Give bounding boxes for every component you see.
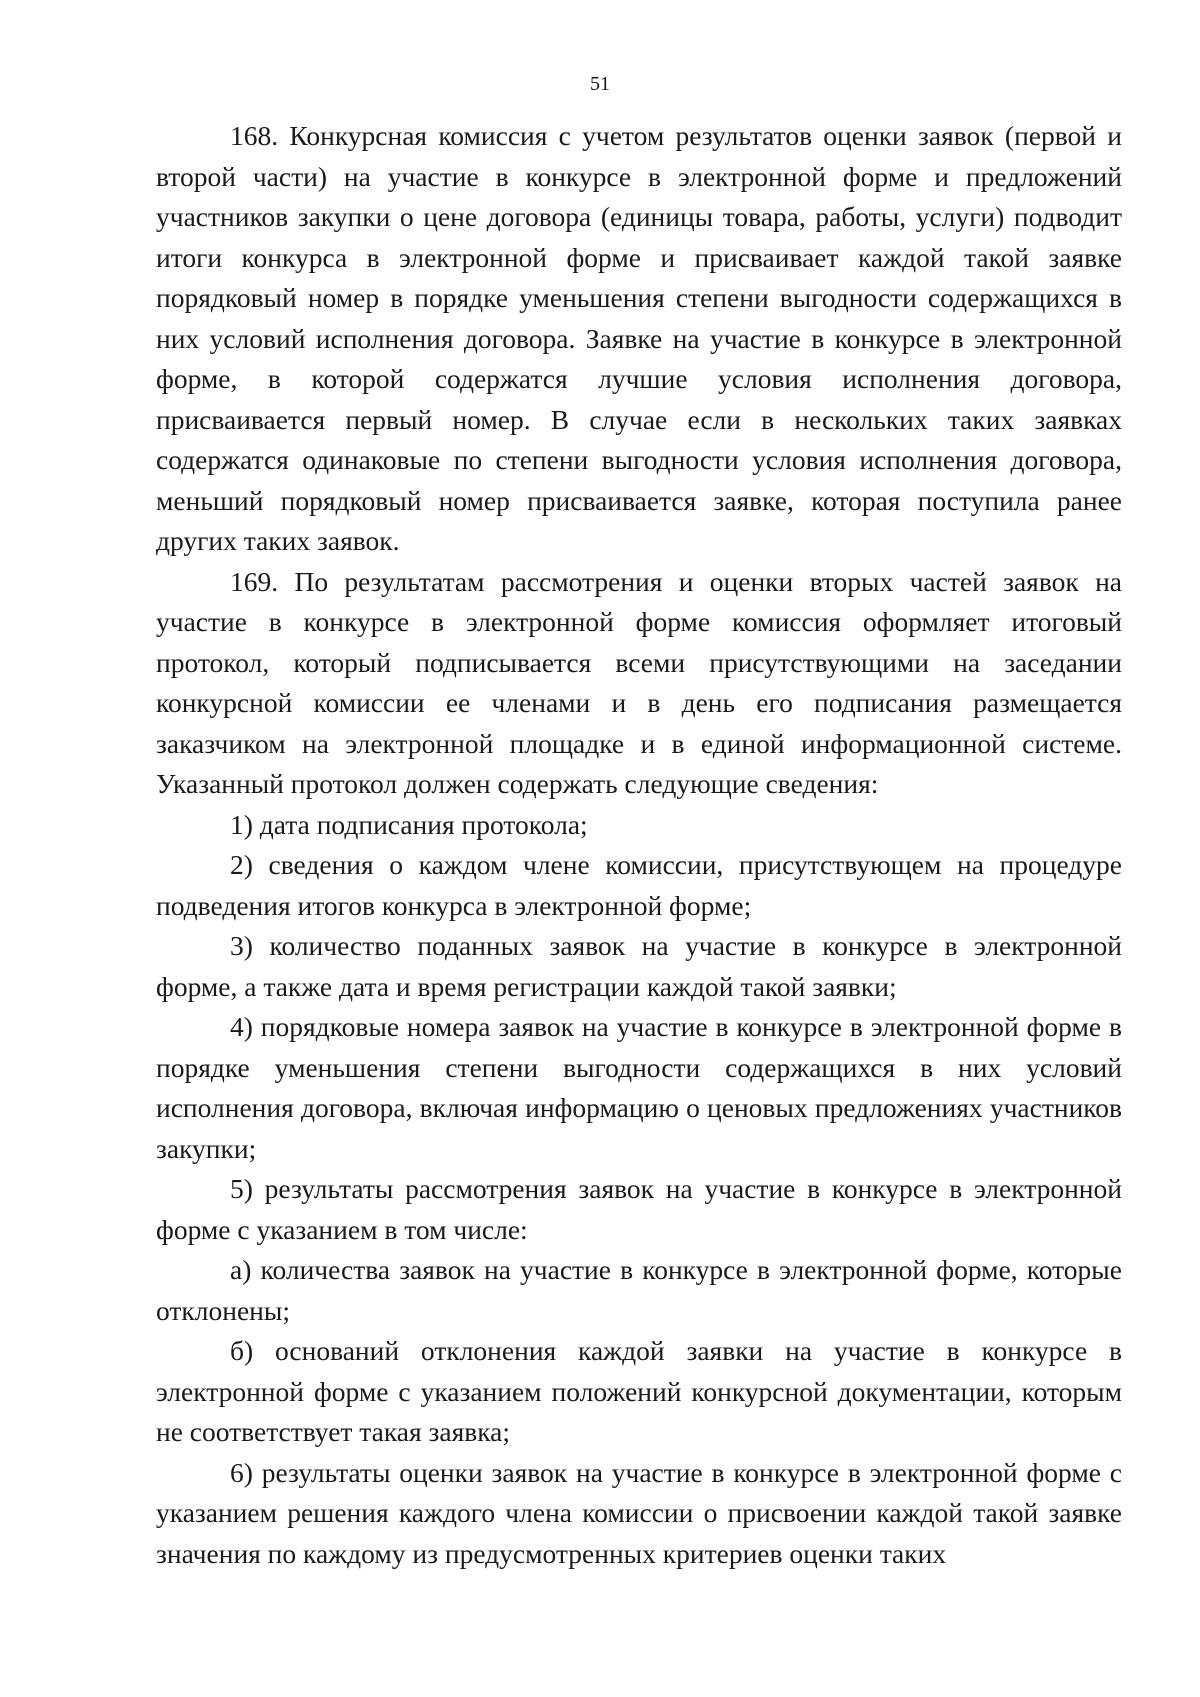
list-item-4: 4) порядковые номера заявок на участие в конкурсе в электронной форме в порядке уменьшения степени выгодности содержащихся в них условий исполнения договора, включая информацию о ценовых предложениях участников закупки;	[156, 1011, 1122, 1164]
sub-item-b: б) оснований отклонения каждой заявки на участие в конкурсе в электронной форме с указанием положений конкурсной документации, которым не соответствует такая заявка;	[156, 1335, 1122, 1447]
page-number: 51	[590, 73, 610, 95]
paragraph-168: 168. Конкурсная комиссия с учетом результатов оценки заявок (первой и второй части) на участие в конкурсе в электронной форме и предложений участников закупки о цене договора (единицы товара, работы, услуги) подводит итоги конкурса в электронной форме и присваивает каждой такой заявке порядковый номер в порядке уменьшения степени выгодности содержащихся в них условий исполнения договора. Заявке на участие в конкурсе в электронной форме, в которой содержатся лучшие условия исполнения договора, присваивается первый номер. В случае если в нескольких таких заявках содержатся одинаковые по степени выгодности условия исполнения договора, меньший порядковый номер присваивается заявке, которая поступила ранее других таких заявок.	[156, 120, 1122, 556]
paragraph-169: 169. По результатам рассмотрения и оценки вторых частей заявок на участие в конкурсе в электронной форме комиссия оформляет итоговый протокол, который подписывается всеми присутствующими на заседании конкурсной комиссии ее членами и в день его подписания размещается заказчиком на электронной площадке и в единой информационной системе. Указанный протокол должен содержать следующие сведения:	[156, 565, 1122, 799]
list-item-2: 2) сведения о каждом члене комиссии, присутствующем на процедуре подведения итогов конкурса в электронной форме;	[156, 849, 1122, 921]
document-body	[156, 116, 1122, 1574]
list-item-6: 6) результаты оценки заявок на участие в конкурсе в электронной форме с указанием решения каждого члена комиссии о присвоении каждой такой заявке значения по каждому из предусмотренных критериев оценки таких	[156, 1456, 1122, 1569]
list-item-1: 1) дата подписания протокола;	[230, 808, 588, 840]
list-item-5: 5) результаты рассмотрения заявок на участие в конкурсе в электронной форме с указанием в том числе:	[156, 1173, 1122, 1245]
list-item-3: 3) количество поданных заявок на участие в конкурсе в электронной форме, а также дата и время регистрации каждой такой заявки;	[156, 930, 1122, 1002]
sub-item-a: а) количества заявок на участие в конкурсе в электронной форме, которые отклонены;	[156, 1254, 1122, 1326]
